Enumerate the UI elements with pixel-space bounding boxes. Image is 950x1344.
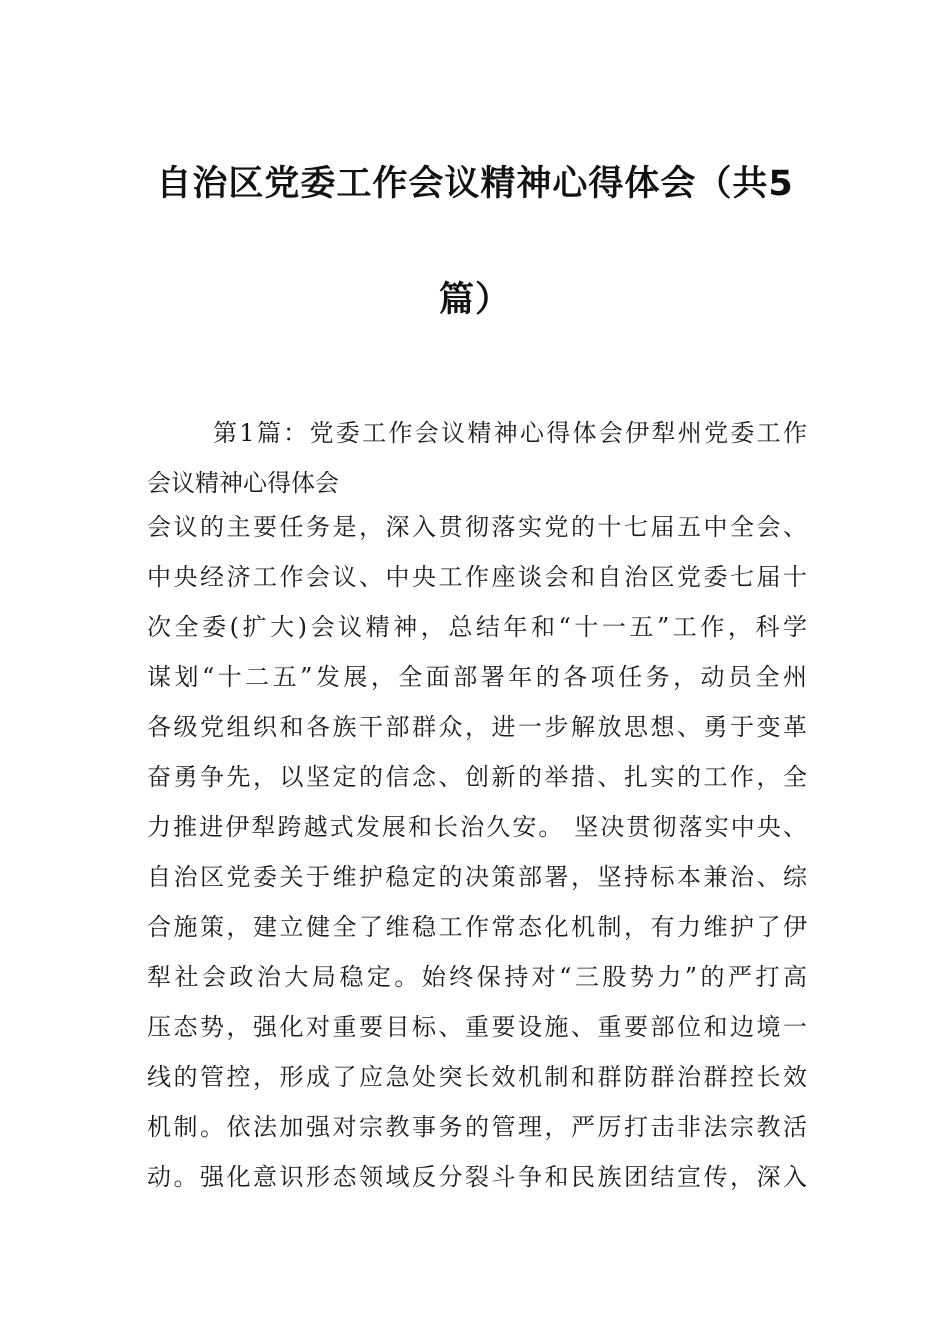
paragraph-line: 各级党组织和各族干部群众，进一步解放思想、勇于变革 xyxy=(147,713,807,741)
heading-line: 第1篇：党委工作会议精神心得体会伊犁州党委工作 xyxy=(213,419,807,447)
paragraph-line: 机制。依法加强对宗教事务的管理，严厉打击非法宗教活 xyxy=(147,1113,807,1141)
paragraph-line: 中央经济工作会议、中央工作座谈会和自治区党委七届十 xyxy=(147,563,807,591)
paragraph-line: 动。强化意识形态领域反分裂斗争和民族团结宣传，深入 xyxy=(147,1163,807,1191)
document-title-line-1: 自治区党委工作会议精神心得体会（共5 xyxy=(156,164,794,204)
paragraph-line: 自治区党委关于维护稳定的决策部署，坚持标本兼治、综 xyxy=(147,863,807,891)
paragraph-line: 次全委(扩大)会议精神，总结年和“十一五”工作，科学 xyxy=(147,613,807,641)
paragraph-line: 压态势，强化对重要目标、重要设施、重要部位和边境一 xyxy=(147,1013,807,1041)
paragraph-line: 线的管控，形成了应急处突长效机制和群防群治群控长效 xyxy=(147,1063,807,1091)
paragraph-line: 力推进伊犁跨越式发展和长治久安。 坚决贯彻落实中央、 xyxy=(147,813,807,841)
paragraph-line: 会议的主要任务是，深入贯彻落实党的十七届五中全会、 xyxy=(147,513,807,541)
paragraph-line: 谋划“十二五”发展，全面部署年的各项任务，动员全州 xyxy=(147,663,807,691)
document-title-line-2: 篇） xyxy=(438,280,511,320)
body-paragraph xyxy=(147,502,807,1202)
paragraph-line: 合施策，建立健全了维稳工作常态化机制，有力维护了伊 xyxy=(147,913,807,941)
paragraph-line: 奋勇争先，以坚定的信念、创新的举措、扎实的工作，全 xyxy=(147,763,807,791)
paragraph-line: 犁社会政治大局稳定。始终保持对“三股势力”的严打高 xyxy=(147,963,807,991)
heading-line: 会议精神心得体会 xyxy=(147,469,339,497)
section-heading xyxy=(147,408,807,508)
